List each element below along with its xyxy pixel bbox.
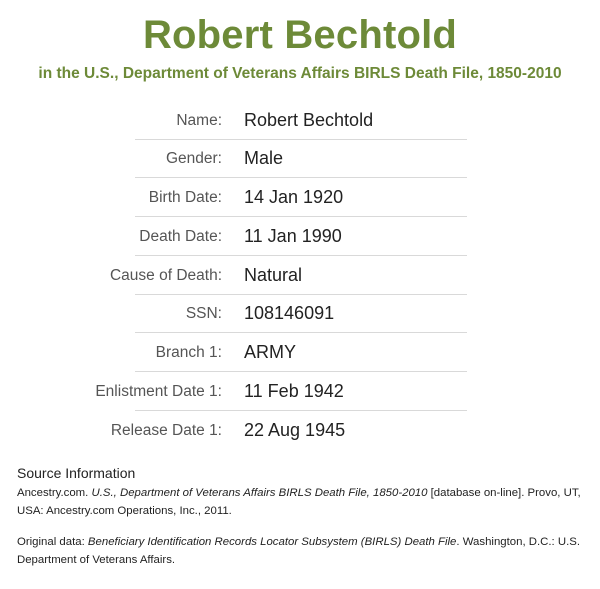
field-value: Robert Bechtold (244, 110, 374, 130)
row-divider (135, 332, 467, 333)
field-label: Birth Date: (148, 189, 222, 206)
field-value: Male (244, 148, 284, 168)
field-value: ARMY (244, 342, 297, 362)
field-label: Name: (176, 112, 222, 129)
citation-suffix: [database on-line]. Provo, UT, USA: Ancestry.com Operations, Inc., 2011. (17, 487, 581, 517)
row-divider (135, 371, 467, 372)
field-label: Enlistment Date 1: (95, 383, 222, 400)
citation-prefix: Ancestry.com. (17, 487, 92, 499)
field-value: 11 Jan 1990 (244, 226, 342, 246)
row-gender (0, 140, 600, 178)
row-birth-date (0, 179, 600, 217)
row-divider (135, 216, 467, 217)
row-enlistment-date (0, 373, 600, 411)
field-value: Natural (244, 265, 303, 285)
row-divider (135, 177, 467, 178)
record-header (0, 0, 600, 83)
field-label: Release Date 1: (110, 422, 222, 439)
field-value: 14 Jan 1920 (244, 187, 344, 207)
row-death-date (0, 218, 600, 256)
row-divider (135, 255, 467, 256)
original-title: Beneficiary Identification Records Locator Subsystem (BIRLS) Death File (87, 536, 457, 548)
citation-title: U.S., Department of Veterans Affairs BIRLS Death File, 1850-2010 (91, 487, 428, 499)
field-label: Branch 1: (155, 344, 222, 361)
row-branch (0, 334, 600, 372)
field-value: 108146091 (244, 303, 335, 323)
field-label: Death Date: (139, 228, 222, 245)
field-label: SSN: (185, 305, 222, 322)
row-ssn (0, 295, 600, 333)
original-data (17, 533, 587, 569)
field-value: 22 Aug 1945 (244, 420, 346, 440)
row-release-date (0, 412, 600, 450)
source-heading: Source Information (17, 465, 136, 481)
field-label: Cause of Death: (109, 267, 222, 284)
row-cause-of-death (0, 257, 600, 295)
field-label: Gender: (165, 150, 222, 167)
source-information (17, 465, 587, 569)
field-value: 11 Feb 1942 (244, 381, 344, 401)
source-citation (17, 484, 587, 520)
original-prefix: Original data: (17, 536, 88, 548)
page-title: Robert Bechtold (142, 13, 458, 57)
collection-subtitle: in the U.S., Department of Veterans Affairs BIRLS Death File, 1850-2010 (38, 65, 562, 82)
row-name (0, 102, 600, 140)
row-divider (135, 410, 467, 411)
original-suffix: . Washington, D.C.: U.S. Department of Veterans Affairs. (17, 536, 581, 566)
